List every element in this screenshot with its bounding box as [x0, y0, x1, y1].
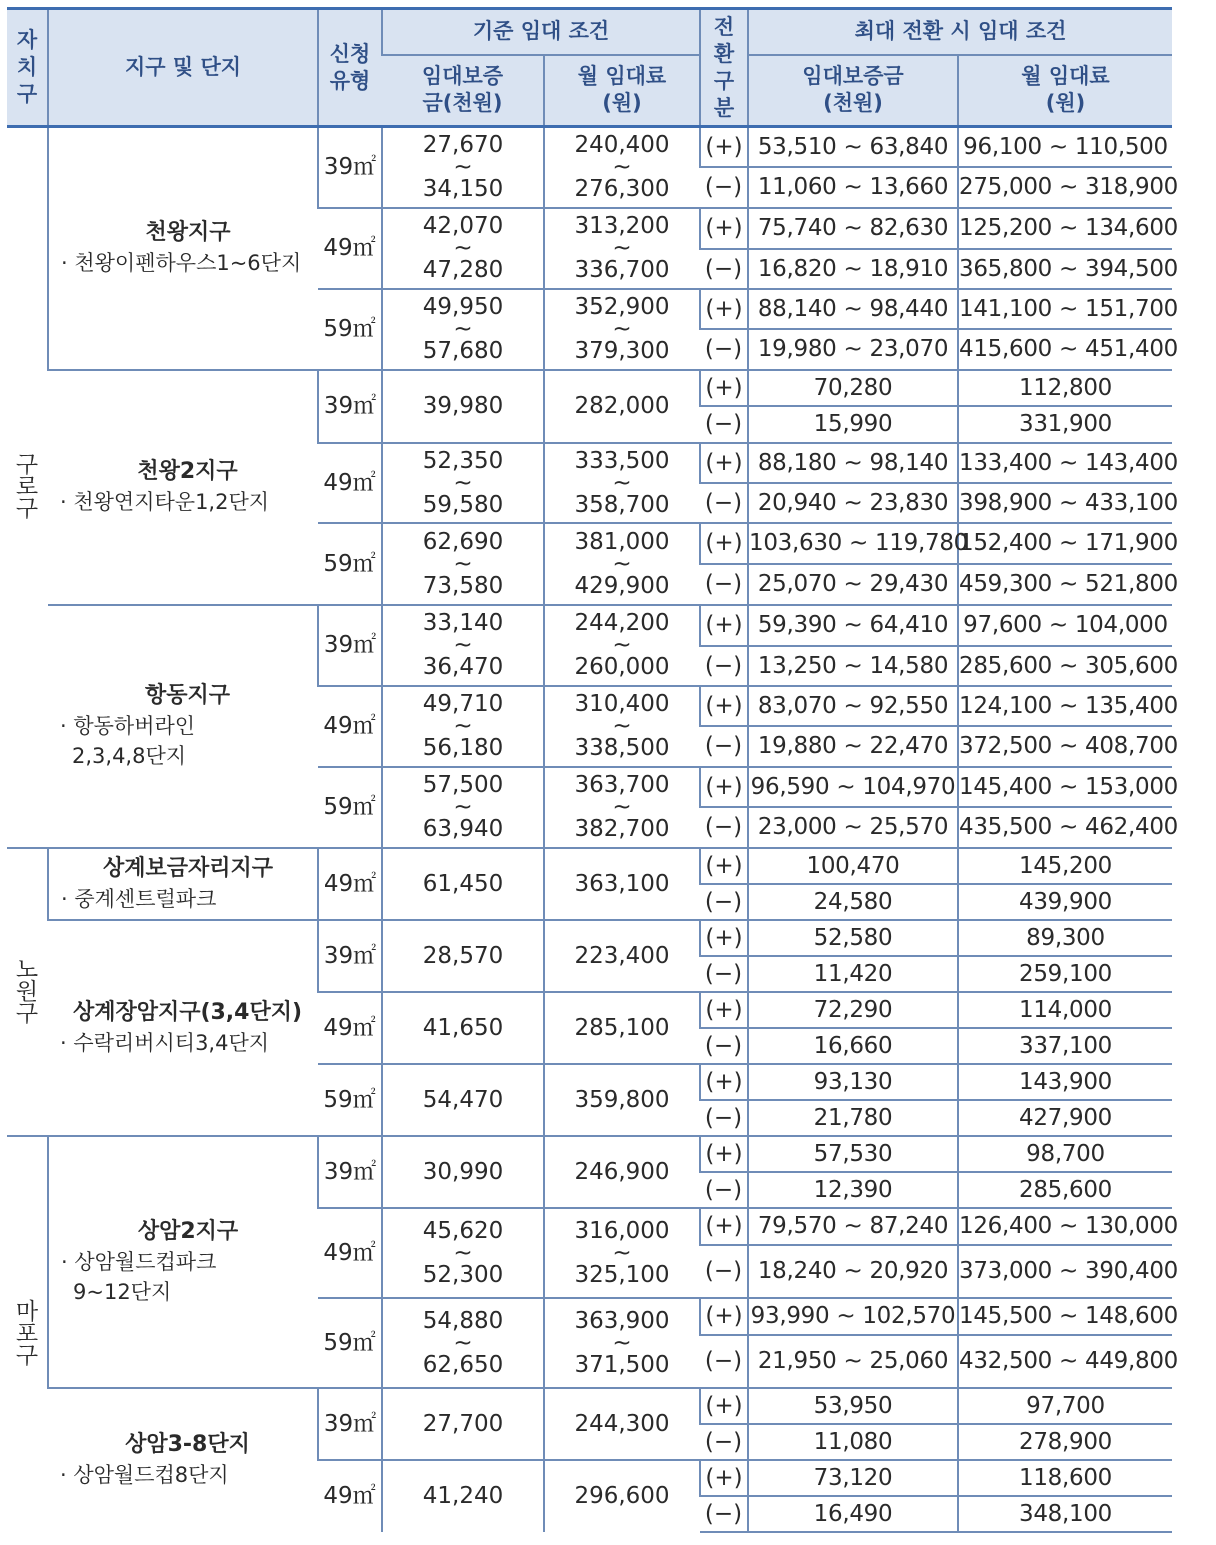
- base-rent: 285,100: [544, 992, 700, 1064]
- max-rent: 145,200: [958, 848, 1172, 884]
- base-rent: 352,900 ~ 379,300: [544, 289, 700, 370]
- base-deposit: 28,570: [382, 920, 544, 992]
- max-deposit: 53,950: [748, 1388, 958, 1424]
- conv-sign-plus: (+): [700, 523, 748, 564]
- max-rent: 97,600 ~ 104,000: [958, 605, 1172, 646]
- max-rent: 133,400 ~ 143,400: [958, 443, 1172, 483]
- conv-sign-minus: (−): [700, 956, 748, 992]
- base-rent: 363,700 ~ 382,700: [544, 767, 700, 848]
- base-deposit: 27,700: [382, 1388, 544, 1460]
- max-deposit: 73,120: [748, 1460, 958, 1496]
- area-type: 39㎡: [318, 370, 382, 443]
- max-rent: 89,300: [958, 920, 1172, 956]
- conv-sign-minus: (−): [700, 1424, 748, 1460]
- area-type: 49㎡: [318, 992, 382, 1064]
- conv-sign-plus: (+): [700, 208, 748, 249]
- max-rent: 415,600 ~ 451,400: [958, 329, 1172, 370]
- conv-sign-minus: (−): [700, 1496, 748, 1532]
- base-deposit: 30,990: [382, 1136, 544, 1208]
- area-type: 39㎡: [318, 1136, 382, 1208]
- district-cell: [48, 127, 318, 370]
- max-rent: 365,800 ~ 394,500: [958, 249, 1172, 289]
- complex-name: · 상암월드컵8단지: [60, 1463, 229, 1487]
- complex-name-line2: 2,3,4,8단지: [72, 744, 187, 768]
- district-name: 천왕지구: [145, 220, 231, 246]
- max-deposit: 16,820 ~ 18,910: [748, 249, 958, 289]
- area-type: 59㎡: [318, 523, 382, 605]
- header-base-rent: 월 임대료(원): [544, 55, 700, 127]
- max-deposit: 79,570 ~ 87,240: [748, 1208, 958, 1245]
- conv-sign-minus: (−): [700, 249, 748, 289]
- base-deposit: 49,710 ~ 56,180: [382, 686, 544, 767]
- max-deposit: 25,070 ~ 29,430: [748, 564, 958, 605]
- area-type: 49㎡: [318, 686, 382, 767]
- base-deposit: 52,350 ~ 59,580: [382, 443, 544, 523]
- max-deposit: 11,080: [748, 1424, 958, 1460]
- conv-sign-minus: (−): [700, 564, 748, 605]
- gu-cell: 마포구: [7, 1136, 48, 1532]
- max-deposit: 93,130: [748, 1064, 958, 1100]
- table-row: [7, 920, 1172, 956]
- conv-sign-plus: (+): [700, 848, 748, 884]
- conv-sign-minus: (−): [700, 1028, 748, 1064]
- max-deposit: 12,390: [748, 1172, 958, 1208]
- base-deposit: 54,880 ~ 62,650: [382, 1298, 544, 1388]
- area-type: 49㎡: [318, 848, 382, 920]
- max-deposit: 72,290: [748, 992, 958, 1028]
- max-rent: 145,500 ~ 148,600: [958, 1298, 1172, 1335]
- max-deposit: 15,990: [748, 406, 958, 443]
- conv-sign-minus: (−): [700, 1245, 748, 1298]
- table-row: [7, 127, 1172, 167]
- base-deposit: 57,500 ~ 63,940: [382, 767, 544, 848]
- base-deposit: 54,470: [382, 1064, 544, 1136]
- area-type: 49㎡: [318, 208, 382, 289]
- max-deposit: 16,660: [748, 1028, 958, 1064]
- max-rent: 427,900: [958, 1100, 1172, 1136]
- max-rent: 96,100 ~ 110,500: [958, 127, 1172, 167]
- conv-sign-minus: (−): [700, 1172, 748, 1208]
- conv-sign-minus: (−): [700, 807, 748, 848]
- base-deposit: 49,950 ~ 57,680: [382, 289, 544, 370]
- conv-sign-minus: (−): [700, 483, 748, 523]
- max-deposit: 59,390 ~ 64,410: [748, 605, 958, 646]
- max-deposit: 53,510 ~ 63,840: [748, 127, 958, 167]
- max-rent: 143,900: [958, 1064, 1172, 1100]
- header-conv-type: 전환구분: [700, 9, 748, 127]
- base-rent: 296,600: [544, 1460, 700, 1532]
- base-rent: 333,500 ~ 358,700: [544, 443, 700, 523]
- max-rent: 285,600: [958, 1172, 1172, 1208]
- max-rent: 145,400 ~ 153,000: [958, 767, 1172, 807]
- max-deposit: 21,950 ~ 25,060: [748, 1335, 958, 1388]
- conv-sign-plus: (+): [700, 1460, 748, 1496]
- base-deposit: 61,450: [382, 848, 544, 920]
- max-rent: 259,100: [958, 956, 1172, 992]
- max-rent: 348,100: [958, 1496, 1172, 1532]
- max-rent: 98,700: [958, 1136, 1172, 1172]
- base-rent: 310,400 ~ 338,500: [544, 686, 700, 767]
- conv-sign-minus: (−): [700, 726, 748, 767]
- area-type: 59㎡: [318, 289, 382, 370]
- conv-sign-plus: (+): [700, 443, 748, 483]
- conv-sign-plus: (+): [700, 920, 748, 956]
- max-deposit: 75,740 ~ 82,630: [748, 208, 958, 249]
- max-rent: 141,100 ~ 151,700: [958, 289, 1172, 329]
- header-type: 신청유형: [318, 9, 382, 127]
- area-type: 59㎡: [318, 1298, 382, 1388]
- base-deposit: 41,650: [382, 992, 544, 1064]
- conv-sign-plus: (+): [700, 1136, 748, 1172]
- conv-sign-plus: (+): [700, 127, 748, 167]
- district-cell: [48, 605, 318, 848]
- district-name: 항동지구: [144, 683, 230, 708]
- max-rent: 337,100: [958, 1028, 1172, 1064]
- area-type: 39㎡: [318, 920, 382, 992]
- base-deposit: 45,620 ~ 52,300: [382, 1208, 544, 1298]
- max-rent: 125,200 ~ 134,600: [958, 208, 1172, 249]
- base-deposit: 39,980: [382, 370, 544, 443]
- max-deposit: 23,000 ~ 25,570: [748, 807, 958, 848]
- max-deposit: 16,490: [748, 1496, 958, 1532]
- district-name: 상계장암지구(3,4단지): [72, 999, 303, 1025]
- complex-name-line2: 9~12단지: [73, 1279, 172, 1304]
- max-deposit: 88,140 ~ 98,440: [748, 289, 958, 329]
- base-rent: 223,400: [544, 920, 700, 992]
- max-rent: 331,900: [958, 406, 1172, 443]
- conv-sign-plus: (+): [700, 686, 748, 726]
- conv-sign-plus: (+): [700, 289, 748, 329]
- district-cell: [48, 848, 318, 920]
- base-rent: 244,200 ~ 260,000: [544, 605, 700, 686]
- conv-sign-plus: (+): [700, 1208, 748, 1245]
- conv-sign-plus: (+): [700, 370, 748, 406]
- header-max-deposit: 임대보증금(천원): [748, 55, 958, 127]
- max-rent: 152,400 ~ 171,900: [958, 523, 1172, 564]
- base-rent: 240,400 ~ 276,300: [544, 127, 700, 208]
- complex-name: · 중계센트럴파크: [61, 886, 217, 911]
- max-rent: 112,800: [958, 370, 1172, 406]
- table-row: [7, 1136, 1172, 1172]
- max-deposit: 70,280: [748, 370, 958, 406]
- max-deposit: 24,580: [748, 884, 958, 920]
- header-gu: 자치구: [7, 9, 48, 127]
- max-rent: 373,000 ~ 390,400: [958, 1245, 1172, 1298]
- max-rent: 278,900: [958, 1424, 1172, 1460]
- complex-name: · 항동하버라인: [60, 714, 196, 738]
- complex-name: · 천왕이펜하우스1~6단지: [61, 251, 302, 276]
- table-row: [7, 848, 1172, 884]
- rental-conditions-table: [7, 7, 1179, 1533]
- conv-sign-minus: (−): [700, 167, 748, 208]
- conv-sign-minus: (−): [700, 1335, 748, 1388]
- max-deposit: 96,590 ~ 104,970: [748, 767, 958, 807]
- max-rent: 124,100 ~ 135,400: [958, 686, 1172, 726]
- header-base-deposit: 임대보증금(천원): [382, 55, 544, 127]
- base-deposit: 62,690 ~ 73,580: [382, 523, 544, 605]
- max-rent: 285,600 ~ 305,600: [958, 646, 1172, 686]
- base-rent: 359,800: [544, 1064, 700, 1136]
- district-cell: [48, 1136, 318, 1388]
- max-rent: 372,500 ~ 408,700: [958, 726, 1172, 767]
- max-deposit: 83,070 ~ 92,550: [748, 686, 958, 726]
- conv-sign-minus: (−): [700, 406, 748, 443]
- max-deposit: 57,530: [748, 1136, 958, 1172]
- base-rent: 363,100: [544, 848, 700, 920]
- max-rent: 118,600: [958, 1460, 1172, 1496]
- conv-sign-minus: (−): [700, 646, 748, 686]
- table-body: [7, 127, 1179, 1532]
- conv-sign-plus: (+): [700, 605, 748, 646]
- district-name: 상암3-8단지: [125, 1432, 250, 1457]
- area-type: 49㎡: [318, 1208, 382, 1298]
- conv-sign-plus: (+): [700, 992, 748, 1028]
- header-base-group: 기준 임대 조건: [382, 9, 700, 55]
- max-deposit: 93,990 ~ 102,570: [748, 1298, 958, 1335]
- max-deposit: 52,580: [748, 920, 958, 956]
- max-deposit: 11,420: [748, 956, 958, 992]
- max-rent: 439,900: [958, 884, 1172, 920]
- conv-sign-minus: (−): [700, 1100, 748, 1136]
- area-type: 39㎡: [318, 605, 382, 686]
- conv-sign-minus: (−): [700, 329, 748, 370]
- max-deposit: 19,880 ~ 22,470: [748, 726, 958, 767]
- max-deposit: 19,980 ~ 23,070: [748, 329, 958, 370]
- district-cell: [48, 920, 318, 1136]
- max-deposit: 88,180 ~ 98,140: [748, 443, 958, 483]
- district-name: 상암2지구: [137, 1218, 239, 1244]
- max-deposit: 13,250 ~ 14,580: [748, 646, 958, 686]
- header-max-group: 최대 전환 시 임대 조건: [748, 9, 1172, 55]
- max-deposit: 11,060 ~ 13,660: [748, 167, 958, 208]
- max-rent: 126,400 ~ 130,000: [958, 1208, 1172, 1245]
- area-type: 59㎡: [318, 1064, 382, 1136]
- max-rent: 97,700: [958, 1388, 1172, 1424]
- header-district: 지구 및 단지: [48, 9, 318, 127]
- table-row: [7, 370, 1172, 406]
- base-deposit: 42,070 ~ 47,280: [382, 208, 544, 289]
- base-deposit: 41,240: [382, 1460, 544, 1532]
- gu-cell: 노원구: [7, 848, 48, 1136]
- conv-sign-minus: (−): [700, 884, 748, 920]
- area-type: 39㎡: [318, 127, 382, 208]
- max-deposit: 21,780: [748, 1100, 958, 1136]
- complex-name: · 상암월드컵파크: [61, 1249, 217, 1274]
- max-rent: 114,000: [958, 992, 1172, 1028]
- max-rent: 435,500 ~ 462,400: [958, 807, 1172, 848]
- table-row: [7, 605, 1172, 646]
- max-rent: 432,500 ~ 449,800: [958, 1335, 1172, 1388]
- base-rent: 313,200 ~ 336,700: [544, 208, 700, 289]
- conv-sign-plus: (+): [700, 1064, 748, 1100]
- gu-cell: 구로구: [7, 127, 48, 848]
- table-row: [7, 1388, 1172, 1424]
- complex-name: · 천왕연지타운1,2단지: [60, 490, 270, 514]
- max-rent: 398,900 ~ 433,100: [958, 483, 1172, 523]
- district-name: 상계보금자리지구: [102, 855, 274, 881]
- complex-name: · 수락리버시티3,4단지: [60, 1030, 270, 1055]
- base-rent: 246,900: [544, 1136, 700, 1208]
- table-header: [7, 9, 1172, 127]
- district-cell: [48, 370, 318, 605]
- base-deposit: 33,140 ~ 36,470: [382, 605, 544, 686]
- area-type: 49㎡: [318, 1460, 382, 1532]
- header-max-rent: 월 임대료(원): [958, 55, 1172, 127]
- base-rent: 316,000 ~ 325,100: [544, 1208, 700, 1298]
- district-cell: [48, 1388, 318, 1532]
- max-deposit: 20,940 ~ 23,830: [748, 483, 958, 523]
- conv-sign-plus: (+): [700, 1388, 748, 1424]
- max-deposit: 100,470: [748, 848, 958, 884]
- max-deposit: 103,630 ~ 119,780: [748, 523, 958, 564]
- district-name: 천왕2지구: [137, 459, 238, 484]
- base-rent: 244,300: [544, 1388, 700, 1460]
- area-type: 49㎡: [318, 443, 382, 523]
- max-rent: 275,000 ~ 318,900: [958, 167, 1172, 208]
- max-rent: 459,300 ~ 521,800: [958, 564, 1172, 605]
- area-type: 39㎡: [318, 1388, 382, 1460]
- base-deposit: 27,670 ~ 34,150: [382, 127, 544, 208]
- max-deposit: 18,240 ~ 20,920: [748, 1245, 958, 1298]
- area-type: 59㎡: [318, 767, 382, 848]
- base-rent: 282,000: [544, 370, 700, 443]
- base-rent: 363,900 ~ 371,500: [544, 1298, 700, 1388]
- conv-sign-plus: (+): [700, 1298, 748, 1335]
- base-rent: 381,000 ~ 429,900: [544, 523, 700, 605]
- conv-sign-plus: (+): [700, 767, 748, 807]
